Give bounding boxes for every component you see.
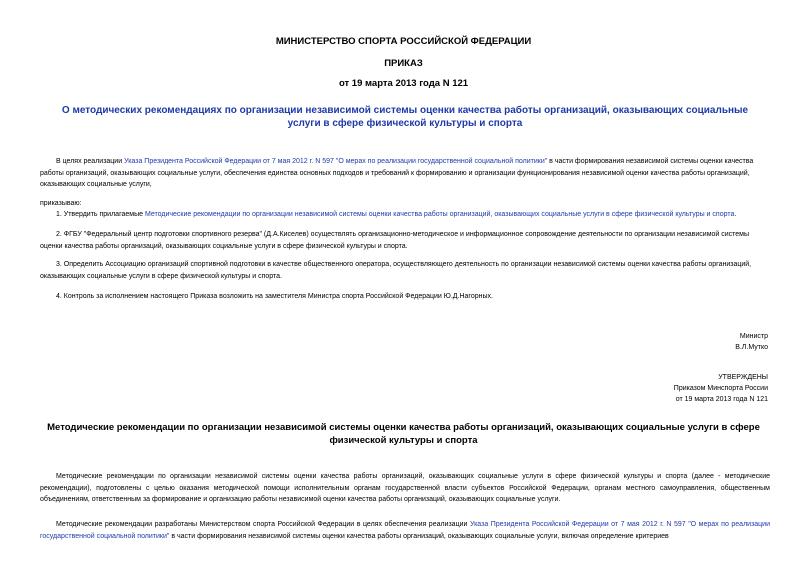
order-word: приказываю:: [40, 200, 82, 207]
intro-paragraph: [40, 156, 770, 191]
item-1-text: 1. Утвердить прилагаемые: [56, 211, 145, 218]
doc-date-heading: от 19 марта 2013 года N 121: [338, 78, 469, 89]
approval-stamp: УТВЕРЖДЕНЫ: [718, 374, 768, 381]
item-1-end: .: [734, 211, 737, 218]
intro-text-2: в части формирования независимой системы оценки качества работы организаций, оказывающих социальные услуги, обеспечения единства основных подходов и требований к формированию и организации функционирования независимой оценки качества работы организаций, оказывающих социальные услуги,: [40, 158, 754, 188]
methodical-p2-text-2: в части формирования независимой системы оценки качества работы организаций, оказывающих социальные услуги, включая определение критериев: [169, 532, 669, 540]
item-1: [40, 209, 780, 221]
decree-597-link[interactable]: Указа Президента Российской Федерации от 7 мая 2012 г. N 597 "О мерах по реализации государственной социальной политики": [124, 158, 548, 165]
item-2: 2. ФГБУ "Федеральный центр подготовки спортивного резерва" (Д.А.Киселев) осуществлять организационно-методическое и информационное сопровождение деятельности по организации независимой системы оценки качества работы организаций, оказывающих социальные услуги в сфере физической культуры и спорта.: [40, 231, 750, 250]
signature-name: В.Л.Мутко: [735, 344, 768, 351]
approval-by: Приказом Минспорта России: [673, 385, 768, 392]
approval-date: от 19 марта 2013 года N 121: [675, 396, 768, 403]
methodical-p2-text-1: Методические рекомендации разработаны Министерством спорта Российской Федерации в целях обеспечения реализации: [56, 521, 470, 528]
methodical-paragraph-2: [40, 519, 770, 542]
signature-position: Министр: [739, 333, 768, 340]
decree-597-link-2[interactable]: Указа Президента Российской Федерации от 7 мая 2012 г. N 597 "О мерах по реализации государственной социальной политики": [40, 521, 771, 540]
methodical-paragraph-1: Методические рекомендации по организации независимой системы оценки качества работы организаций, оказывающих социальные услуги в сфере физической культуры и спорта (далее - методические рекомендации), подготовлены с целью оказания методической помощи исполнительным органам государственной власти субъектов Российской Федерации, органам местного самоуправления, общественным объединениям, ответственным за формирование и организацию работы независимой оценки качества работы организаций, оказывающих социальные услуги.: [40, 473, 770, 503]
item-4: 4. Контроль за исполнением настоящего Приказа возложить на заместителя Министра спорта Российской Федерации Ю.Д.Нагорных.: [56, 293, 493, 300]
order-title-link[interactable]: методических рекомендациях по организации независимой системы оценки качества работы организаций, оказывающих социальные услуги в сфере физической культуры и спорта: [72, 105, 749, 129]
item-3: 3. Определить Ассоциацию организаций спортивной подготовки в качестве общественного оператора, осуществляющего деятельность по организации независимой системы оценки качества работы организаций, оказывающих социальные услуги в сфере физической культуры и спорта.: [40, 261, 752, 280]
methodical-recommendations-link[interactable]: Методические рекомендации по организации независимой системы оценки качества работы организаций, оказывающих социальные услуги в сфере физической культуры и спорта: [144, 211, 735, 218]
intro-text-1: В целях реализации: [56, 158, 125, 165]
methodical-title: Методические рекомендации по организации независимой системы оценки качества работы организаций, оказывающих социальные услуги в сфере физической культуры и спорта: [47, 422, 760, 446]
order-title: [60, 104, 750, 130]
ministry-heading: МИНИСТЕРСТВО СПОРТА РОССИЙСКОЙ ФЕДЕРАЦИИ: [275, 36, 532, 47]
order-title-prefix: О: [61, 105, 73, 116]
doc-type-heading: ПРИКАЗ: [384, 58, 423, 69]
